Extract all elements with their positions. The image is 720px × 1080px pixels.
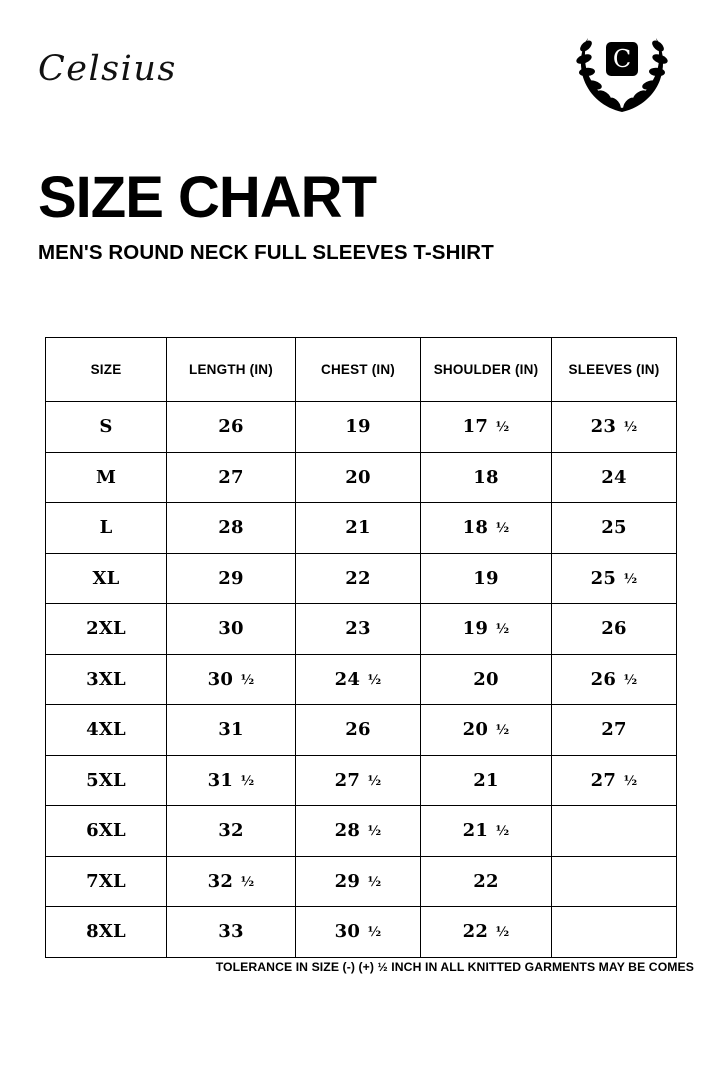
column-header-chest: CHEST (IN) [296,338,421,402]
cell-size: 4XL [46,705,167,756]
cell-length: 31 [167,705,296,756]
cell-shoulder: 20 [421,654,552,705]
cell-chest: 21 [296,503,421,554]
table-row [46,755,677,806]
cell-sleeves: 23 ½ [552,402,677,453]
cell-size: L [46,503,167,554]
cell-shoulder: 22 [421,856,552,907]
cell-chest: 20 [296,452,421,503]
size-chart-table [45,337,677,958]
table-body [46,402,677,958]
cell-shoulder: 19 [421,553,552,604]
cell-shoulder: 18 [421,452,552,503]
cell-sleeves: 27 [552,705,677,756]
cell-shoulder: 19 ½ [421,604,552,655]
cell-length: 28 [167,503,296,554]
cell-length: 32 ½ [167,856,296,907]
cell-length: 31 ½ [167,755,296,806]
tolerance-note: TOLERANCE IN SIZE (-) (+) ½ INCH IN ALL KNITTED GARMENTS MAY BE COMES [215,960,694,974]
cell-chest: 19 [296,402,421,453]
cell-length: 32 [167,806,296,857]
cell-sleeves: 26 [552,604,677,655]
page-subtitle: MEN'S ROUND NECK FULL SLEEVES T-SHIRT [38,241,494,265]
table-row [46,452,677,503]
cell-size: XL [46,553,167,604]
cell-sleeves [552,806,677,857]
cell-sleeves [552,856,677,907]
emblem-letter: C [612,45,632,73]
table-row [46,402,677,453]
laurel-wreath-emblem [570,22,674,118]
cell-sleeves: 25 ½ [552,553,677,604]
cell-chest: 28 ½ [296,806,421,857]
column-header-length: LENGTH (IN) [167,338,296,402]
cell-shoulder: 22 ½ [421,907,552,958]
cell-length: 33 [167,907,296,958]
cell-chest: 30 ½ [296,907,421,958]
table-row [46,503,677,554]
column-header-shoulder: SHOULDER (IN) [421,338,552,402]
cell-length: 30 ½ [167,654,296,705]
table-header-row [46,338,677,402]
cell-chest: 24 ½ [296,654,421,705]
table-row [46,856,677,907]
cell-chest: 29 ½ [296,856,421,907]
cell-length: 30 [167,604,296,655]
title-block [38,165,682,265]
page-title: SIZE CHART [38,165,376,230]
table-row [46,654,677,705]
table-row [46,604,677,655]
cell-size: S [46,402,167,453]
cell-chest: 26 [296,705,421,756]
table-header [46,338,677,402]
cell-sleeves: 27 ½ [552,755,677,806]
cell-length: 29 [167,553,296,604]
column-header-sleeves: SLEEVES (IN) [552,338,677,402]
size-table-container [45,337,676,958]
cell-shoulder: 21 [421,755,552,806]
cell-shoulder: 21 ½ [421,806,552,857]
table-row [46,907,677,958]
cell-length: 26 [167,402,296,453]
cell-size: 3XL [46,654,167,705]
cell-size: 8XL [46,907,167,958]
cell-size: 7XL [46,856,167,907]
cell-size: 6XL [46,806,167,857]
table-row [46,553,677,604]
cell-sleeves: 26 ½ [552,654,677,705]
column-header-size: SIZE [46,338,167,402]
table-row [46,705,677,756]
brand-wordmark: Celsius [38,49,177,89]
cell-shoulder: 17 ½ [421,402,552,453]
cell-sleeves: 25 [552,503,677,554]
cell-chest: 23 [296,604,421,655]
cell-size: M [46,452,167,503]
cell-length: 27 [167,452,296,503]
cell-sleeves: 24 [552,452,677,503]
cell-size: 2XL [46,604,167,655]
cell-shoulder: 20 ½ [421,705,552,756]
table-row [46,806,677,857]
cell-chest: 27 ½ [296,755,421,806]
cell-sleeves [552,907,677,958]
document-header [38,22,682,122]
cell-size: 5XL [46,755,167,806]
cell-shoulder: 18 ½ [421,503,552,554]
cell-chest: 22 [296,553,421,604]
